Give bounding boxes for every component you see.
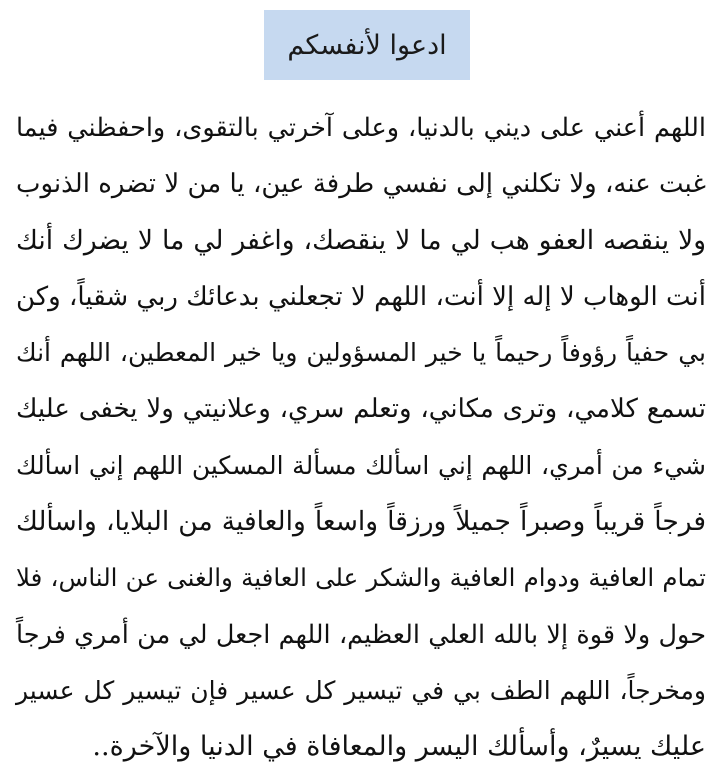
prayer-line: تمام العافية ودوام العافية والشكر على العافية والغنى عن الناس، فلا — [16, 563, 706, 593]
prayer-line: فرجاً قريباً وصبراً جميلاً ورزقاً واسعاً والعافية من البلايا، واسألك — [16, 506, 706, 538]
page-title: ادعوا لأنفسكم — [287, 29, 447, 61]
prayer-line: حول ولا قوة إلا بالله العلي العظيم، اللهم اجعل لي من أمري فرجاً — [16, 619, 706, 650]
prayer-line: ولا ينقصه العفو هب لي ما لا ينقصك، واغفر لي ما لا يضرك أنك — [16, 224, 706, 256]
prayer-text — [16, 100, 706, 776]
prayer-line: ومخرجاً، اللهم الطف بي في تيسير كل عسير فإن تيسير كل عسير — [16, 675, 706, 705]
title-banner — [264, 10, 470, 80]
prayer-line: عليك يسيرٌ، وأسألك اليسر والمعافاة في الدنيا والآخرة.. — [92, 731, 706, 763]
prayer-line: أنت الوهاب لا إله إلا أنت، اللهم لا تجعلني بدعائك ربي شقياً، وكن — [16, 281, 706, 312]
prayer-line: اللهم أعني على ديني بالدنيا، وعلى آخرتي بالتقوى، واحفظني فيما — [16, 113, 706, 143]
prayer-line: تسمع كلامي، وترى مكاني، وتعلم سري، وعلانيتي ولا يخفى عليك — [16, 394, 706, 425]
prayer-line: شيء من أمري، اللهم إني اسألك مسألة المسكين اللهم إني اسألك — [16, 450, 706, 480]
prayer-line: بي حفياً رؤوفاً رحيماً يا خير المسؤولين ويا خير المعطين، اللهم أنك — [16, 338, 707, 368]
prayer-line: غبت عنه، ولا تكلني إلى نفسي طرفة عين، يا من لا تضره الذنوب — [16, 169, 706, 200]
